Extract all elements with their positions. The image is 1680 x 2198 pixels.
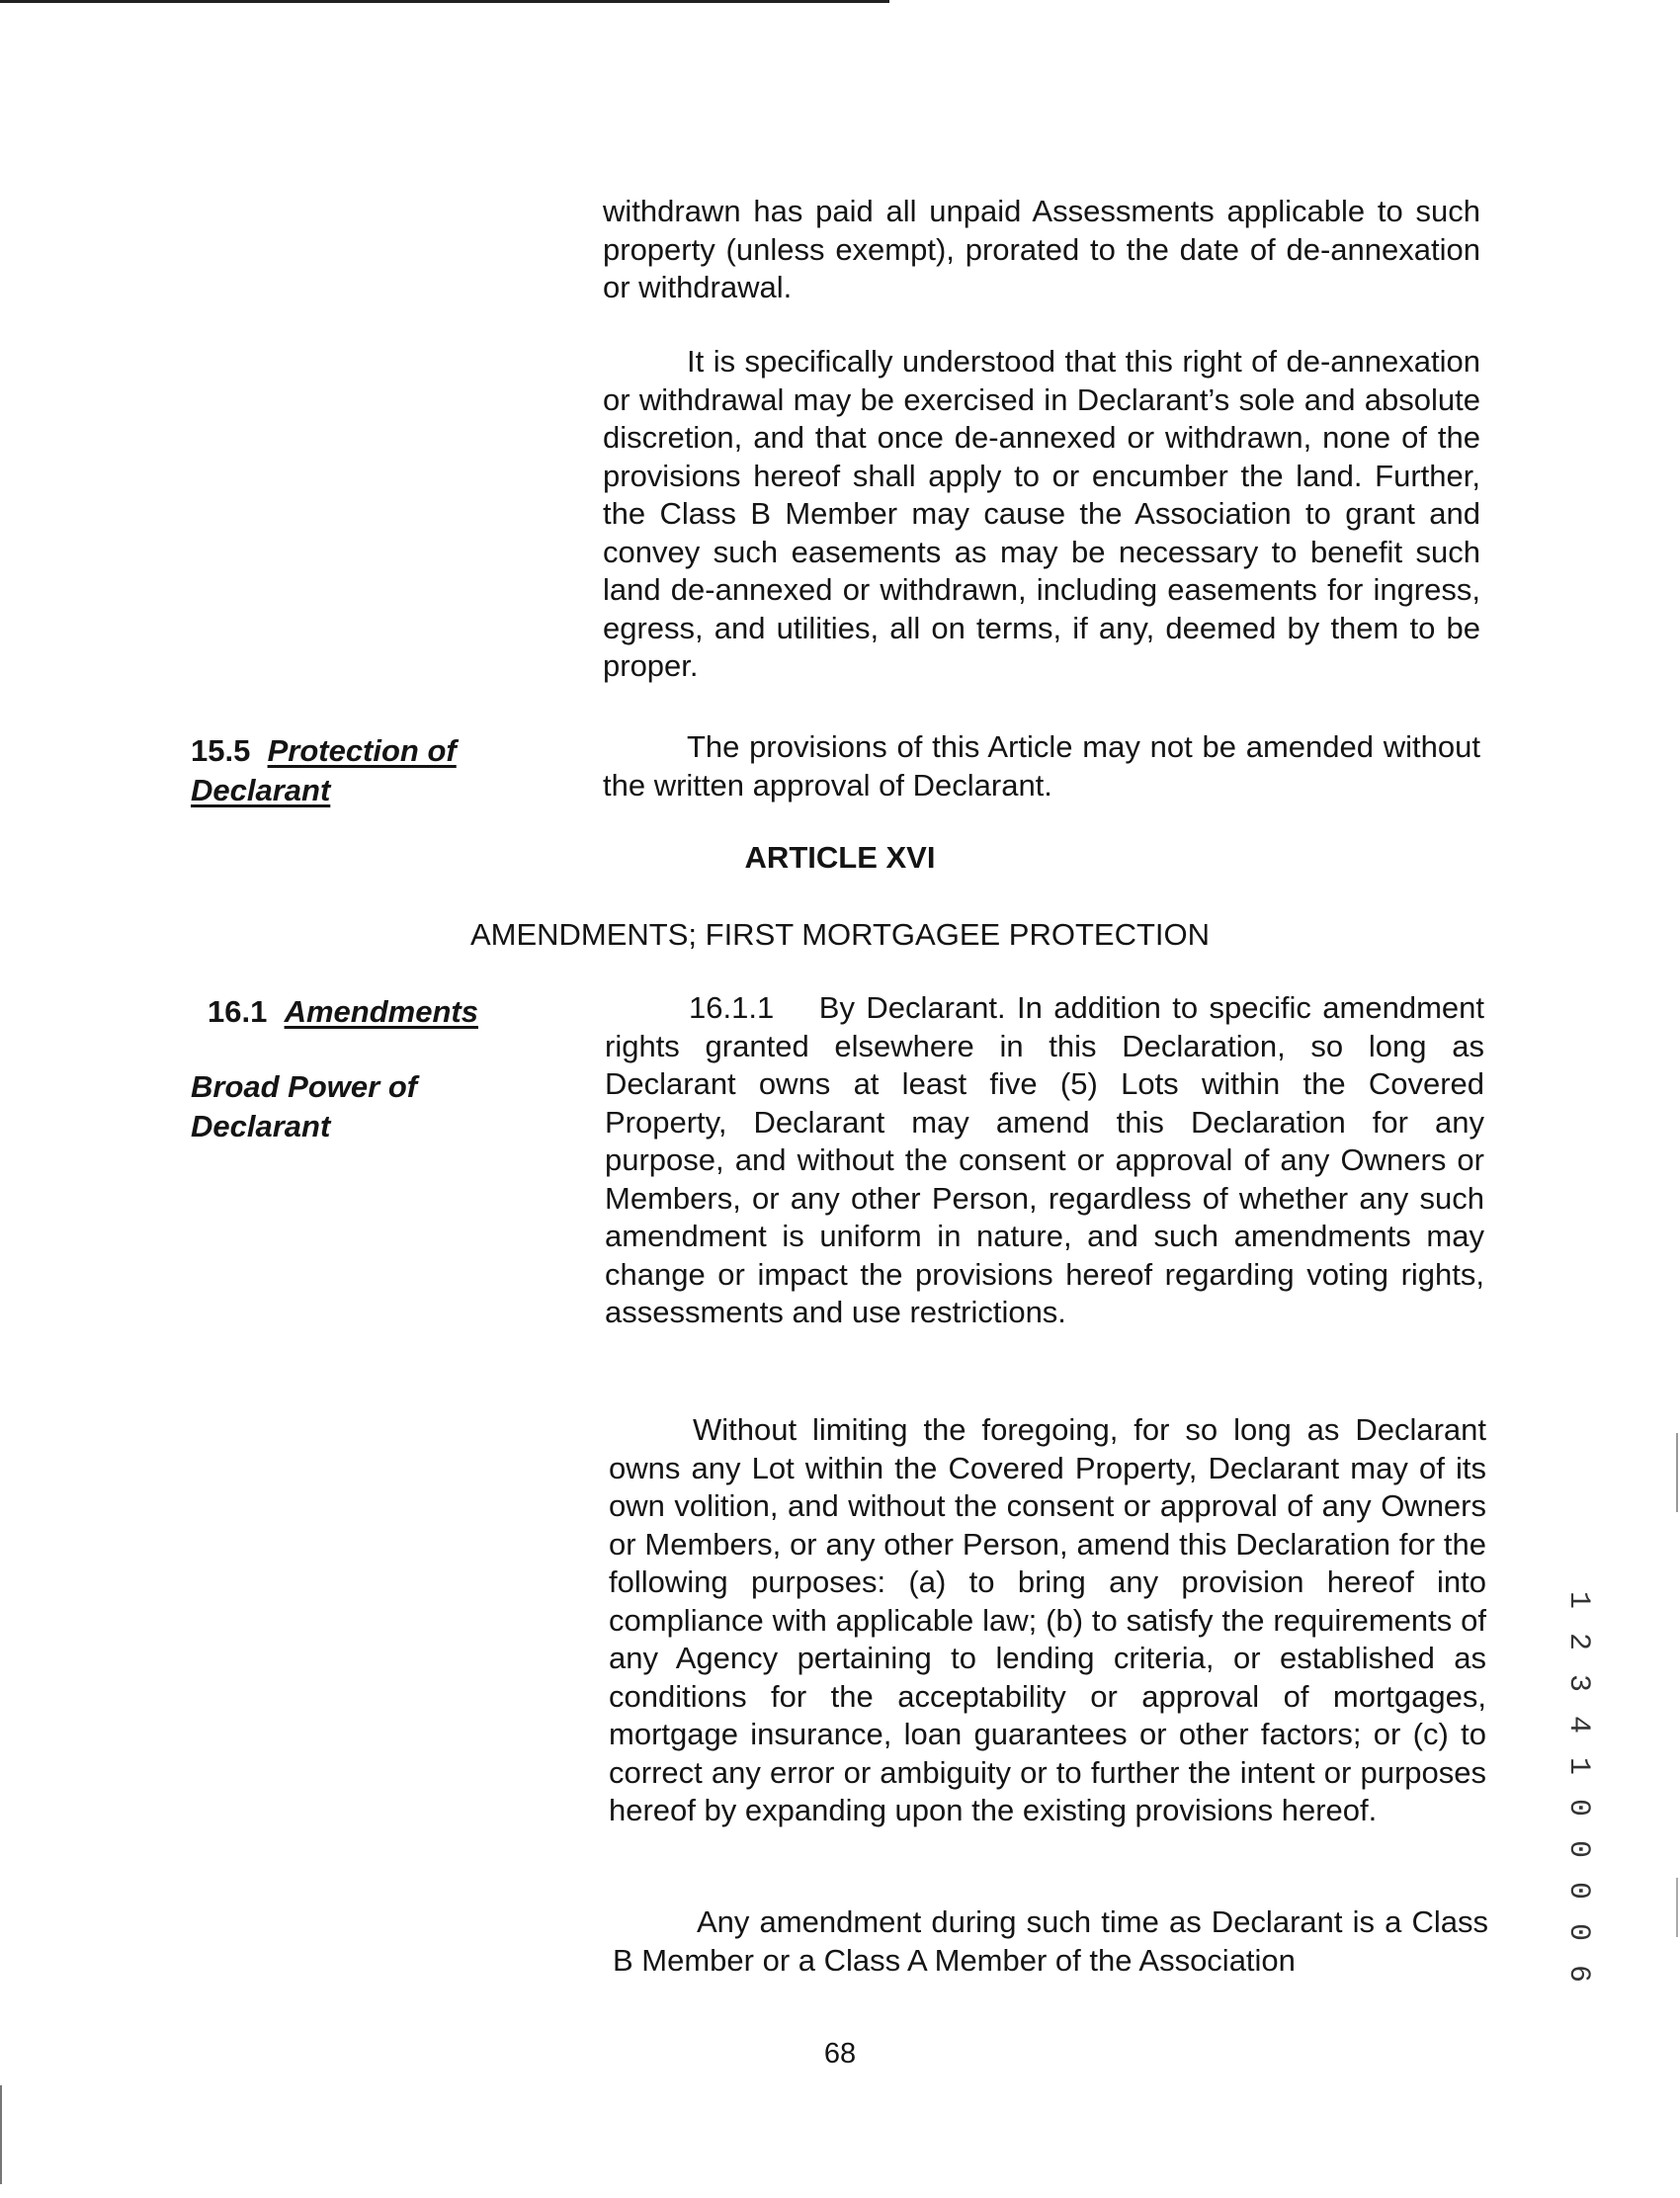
section-title: Amendments [284, 994, 478, 1029]
paragraph-deannexation-discretion: It is specifically understood that this right of de-annexation or withdrawal may be exercised in Declarant’s sole and absolute discretion, and that once de-annexed or withdrawn, none of the provisions hereof shall apply to or encumber the land. Further, the Class B Member may cause the Association to grant and convey such easements as may be necessary to benefit such land de-annexed or withdrawn, including easements for ingress, egress, and utilities, all on terms, if any, deemed by them to be proper. [603, 344, 1480, 683]
paragraph-protection-of-declarant: The provisions of this Article may not be amended without the written approval of Declarant. [603, 729, 1480, 803]
page-number: 68 [823, 2038, 857, 2070]
scan-margin-mark [1676, 1433, 1678, 1512]
section-15-5-heading [191, 731, 457, 810]
scan-margin-mark [1676, 1878, 1678, 1937]
section-title-cont: Declarant [191, 773, 331, 807]
subheading-line-2: Declarant [191, 1109, 331, 1143]
paragraph-deannexation-payment: withdrawn has paid all unpaid Assessments applicable to such property (unless exempt), prorated to the date of de-annexation or withdrawal. [603, 194, 1480, 304]
article-heading: ARTICLE XVI [744, 840, 936, 875]
section-title: Protection of [267, 733, 457, 768]
section-number: 15.5 [191, 733, 251, 768]
section-16-1-subheading [191, 1067, 417, 1146]
scan-left-mark [0, 2085, 2, 2184]
scan-top-line [0, 0, 889, 3]
article-subheading: AMENDMENTS; FIRST MORTGAGEE PROTECTION [469, 917, 1211, 952]
subheading-line-1: Broad Power of [191, 1069, 418, 1104]
paragraph-any-amendment: Any amendment during such time as Declarant is a Class B Member or a Class A Member of the Association [613, 1904, 1488, 1978]
paragraph-without-limiting: Without limiting the foregoing, for so long as Declarant owns any Lot within the Covered Property, Declarant may of its own volition, and without the consent or approval of any Owners or Members, or any other Person, amend this Declaration for the following purposes: (a) to bring any provision hereof into compliance with applicable law; (b) to satisfy the requirements of any Agency pertaining to lending criteria, or established as conditions for the acceptability or approval of mortgages, mortgage insurance, loan guarantees or other factors; or (c) to correct any error or ambiguity or to further the intent or purposes hereof by expanding upon the existing provisions hereof. [609, 1412, 1486, 1827]
paragraph-by-declarant: 16.1.1 By Declarant. In addition to specific amendment rights granted elsewhere in this Declaration, so long as Declarant owns at least five (5) Lots within the Covered Property, Declarant may amend this Declaration for any purpose, and without the consent or approval of any Owners or Members, or any other Person, regardless of whether any such amendment is uniform in nature, and such amendments may change or impact the provisions hereof regarding voting rights, assessments and use restrictions. [605, 990, 1493, 1329]
recording-stamp: 1 2 3 4 1 0 0 0 0 6 [1561, 1591, 1595, 1987]
section-16-1-heading [208, 992, 478, 1032]
section-number: 16.1 [208, 994, 268, 1029]
